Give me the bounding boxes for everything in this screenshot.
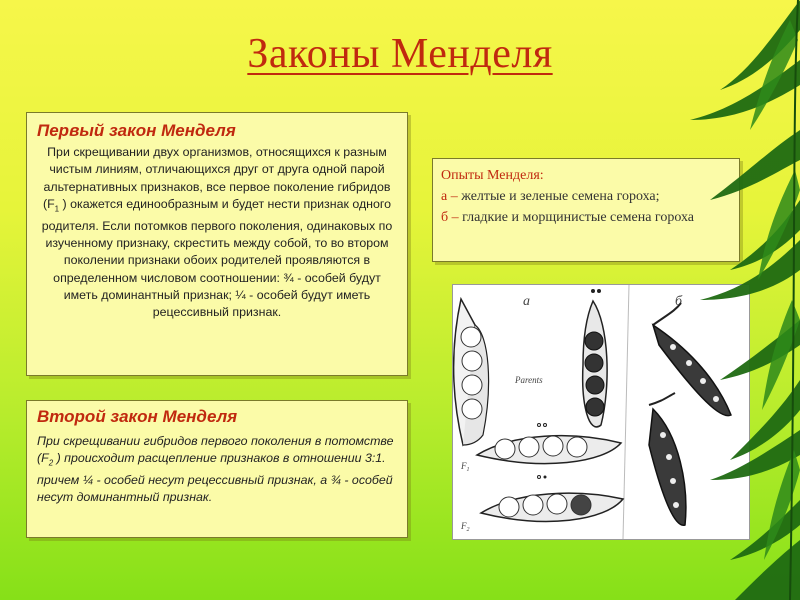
second-law-heading: Второй закон Менделя [37, 407, 238, 426]
f2-label: $F_2$ [461, 521, 470, 533]
vertical-pod-light [454, 299, 489, 445]
parents-label: Parents [515, 375, 543, 385]
bamboo-leaves-decoration [680, 0, 800, 600]
first-law-subscript: 1 [54, 204, 60, 214]
f2-pod [481, 493, 623, 521]
vertical-pod-dark [583, 301, 607, 427]
first-law-text [37, 144, 397, 321]
experiment-text-b: гладкие и морщинистые семена гороха [458, 210, 694, 225]
f1-label: $F_1$ [461, 461, 470, 473]
first-law-box [26, 112, 408, 376]
first-law-text-part2: ) окажется единообразным и будет нести признак одного родителя. Если потомков первого поколения, одинаковых по изученному признаку, скрестить между собой, то во втором поколении признаки обоих родителей проявляются в определенном числовом соотношении: ¾ - особей будут иметь доминантный признак; ¼ - особей будут иметь рецессивный признак. [41, 196, 393, 320]
second-law-box [26, 400, 408, 538]
second-law-text-part1: При скрещивании гибридов первого поколения в потомстве (F [37, 434, 394, 466]
experiments-title: Опыты Менделя: [441, 168, 544, 183]
slide-title: Законы Менделя [247, 31, 553, 77]
second-law-text-part2: ) происходит расщепление признаков в отношении 3:1. причем ¼ - особей несут рецессивный признак, а ¾ - особей несут доминантный признак. [37, 451, 393, 505]
second-law-subscript: 2 [48, 458, 54, 468]
experiment-marker-a: а – [441, 189, 458, 204]
label-a: а [523, 294, 530, 309]
experiment-marker-b: б – [441, 210, 459, 225]
label-b: б [675, 294, 683, 309]
experiment-text-a: желтые и зеленые семена гороха; [457, 189, 660, 204]
first-law-text-part1: При скрещивании двух организмов, относящихся к разным чистым линиям, отличающихся друг от друга одной парой альтернативных признаков, все первое поколение гибридов (F [42, 145, 391, 211]
second-law-text [37, 433, 397, 507]
panel-divider [623, 285, 629, 539]
first-law-heading: Первый закон Менделя [37, 121, 236, 140]
f1-pod [477, 436, 621, 464]
